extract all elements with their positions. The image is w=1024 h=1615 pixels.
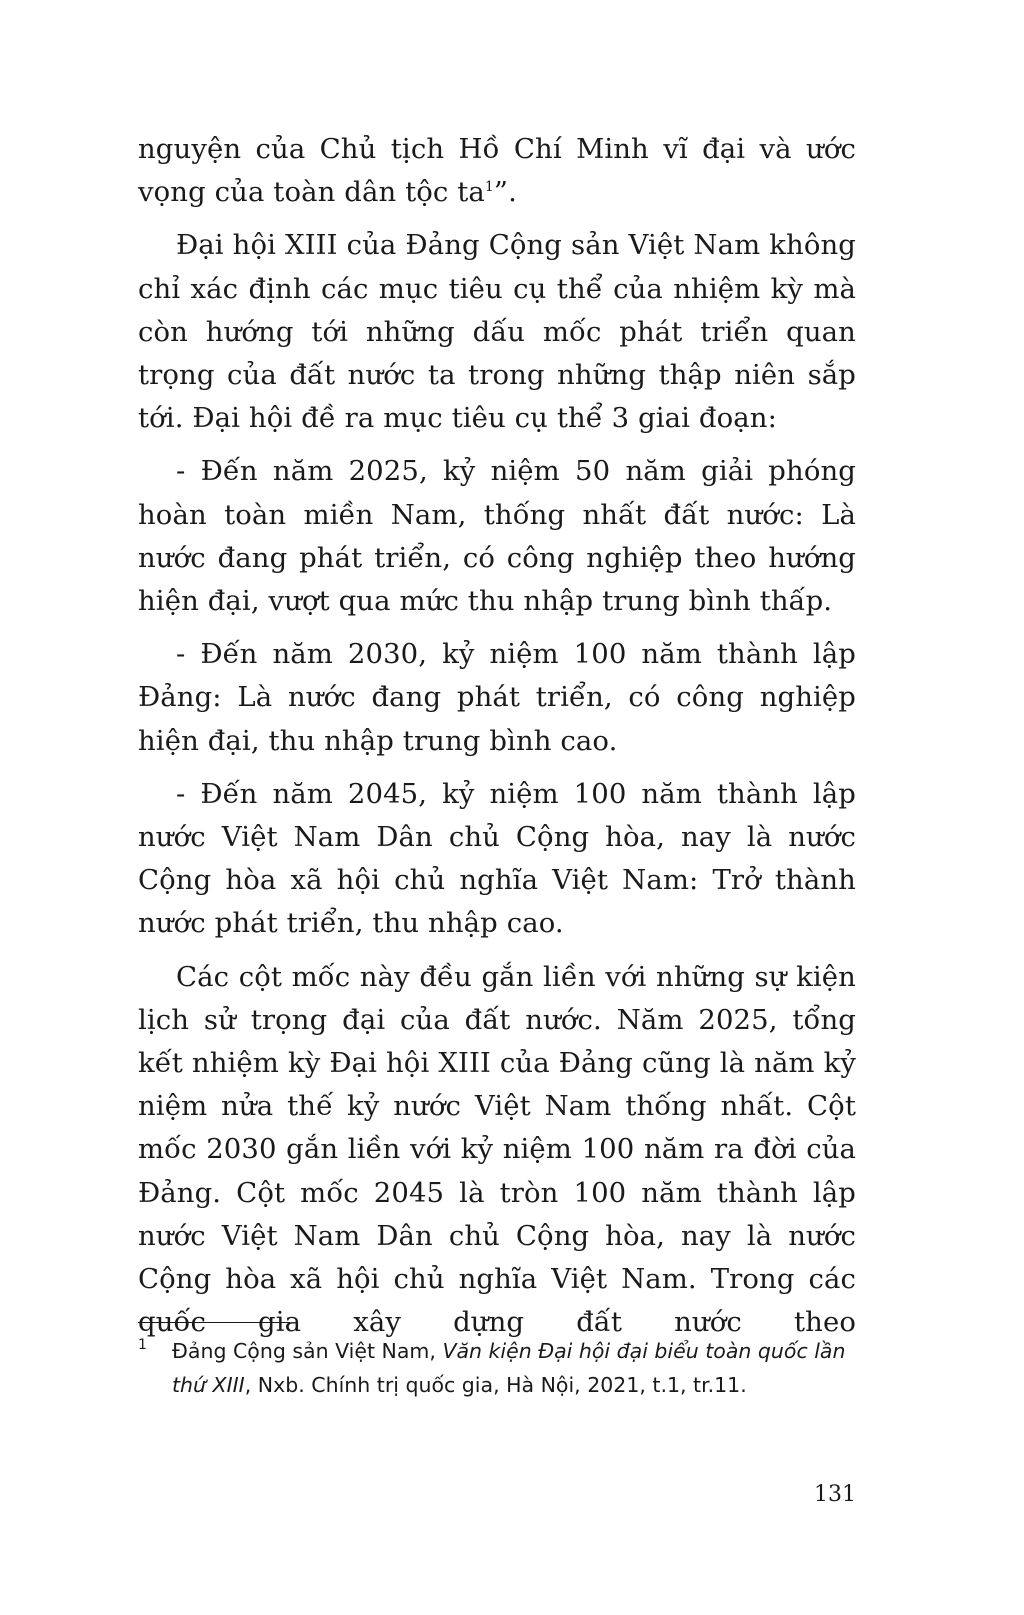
paragraph-text: nguyện của Chủ tịch Hồ Chí Minh vĩ đại và ước vọng của toàn dân tộc ta: [138, 133, 856, 209]
footnote-divider: [138, 1322, 290, 1323]
paragraph-congress-goals: Đại hội XIII của Đảng Cộng sản Việt Nam không chỉ xác định các mục tiêu cụ thể của nhiệm kỳ mà còn hướng tới những dấu mốc phát triển quan trọng của đất nước ta trong những thập niên sắp tới. Đại hội đề ra mục tiêu cụ thể 3 giai đoạn:: [138, 229, 856, 435]
closing-quote: ”.: [493, 176, 517, 209]
page-number: 131: [814, 1482, 856, 1507]
paragraph-goal-2045: - Đến năm 2045, kỷ niệm 100 năm thành lập nước Việt Nam Dân chủ Cộng hòa, nay là nước Cộng hòa xã hội chủ nghĩa Việt Nam: Trở thành nước phát triển, thu nhập cao.: [138, 777, 856, 940]
paragraph-continuation: [138, 128, 856, 214]
footnote-title: Văn kiện Đại hội đại biểu toàn quốc lần thứ XIII: [172, 1339, 846, 1397]
paragraph-goal-2025: - Đến năm 2025, kỷ niệm 50 năm giải phóng hoàn toàn miền Nam, thống nhất đất nước: Là nước đang phát triển, có công nghiệp theo hướng hiện đại, vượt qua mức thu nhập trung bình thấp.: [138, 455, 856, 618]
page-body: [138, 128, 856, 1354]
paragraph-goal-2030: - Đến năm 2030, kỷ niệm 100 năm thành lập Đảng: Là nước đang phát triển, có công nghiệp hiện đại, thu nhập trung bình cao.: [138, 638, 856, 757]
footnote-author: Đảng Cộng sản Việt Nam,: [172, 1339, 443, 1363]
footnote-reference[interactable]: 1: [484, 179, 494, 196]
footnote-text: [172, 1334, 858, 1402]
paragraph-milestones: Các cột mốc này đều gắn liền với những sự kiện lịch sử trọng đại của đất nước. Năm 2025, tổng kết nhiệm kỳ Đại hội XIII của Đảng cũng là năm kỷ niệm nửa thế kỷ nước Việt Nam thống nhất. Cột mốc 2030 gắn liền với kỷ niệm 100 năm ra đời của Đảng. Cột mốc 2045 là tròn 100 năm thành lập nước Việt Nam Dân chủ Cộng hòa, nay là nước Cộng hòa xã hội chủ nghĩa Việt Nam. Trong các quốc gia xây dựng đất nước theo: [138, 960, 856, 1339]
footnote-mark: 1: [138, 1337, 147, 1353]
footnote-publication: , Nxb. Chính trị quốc gia, Hà Nội, 2021, t.1, tr.11.: [244, 1373, 747, 1397]
footnote: [138, 1334, 858, 1402]
